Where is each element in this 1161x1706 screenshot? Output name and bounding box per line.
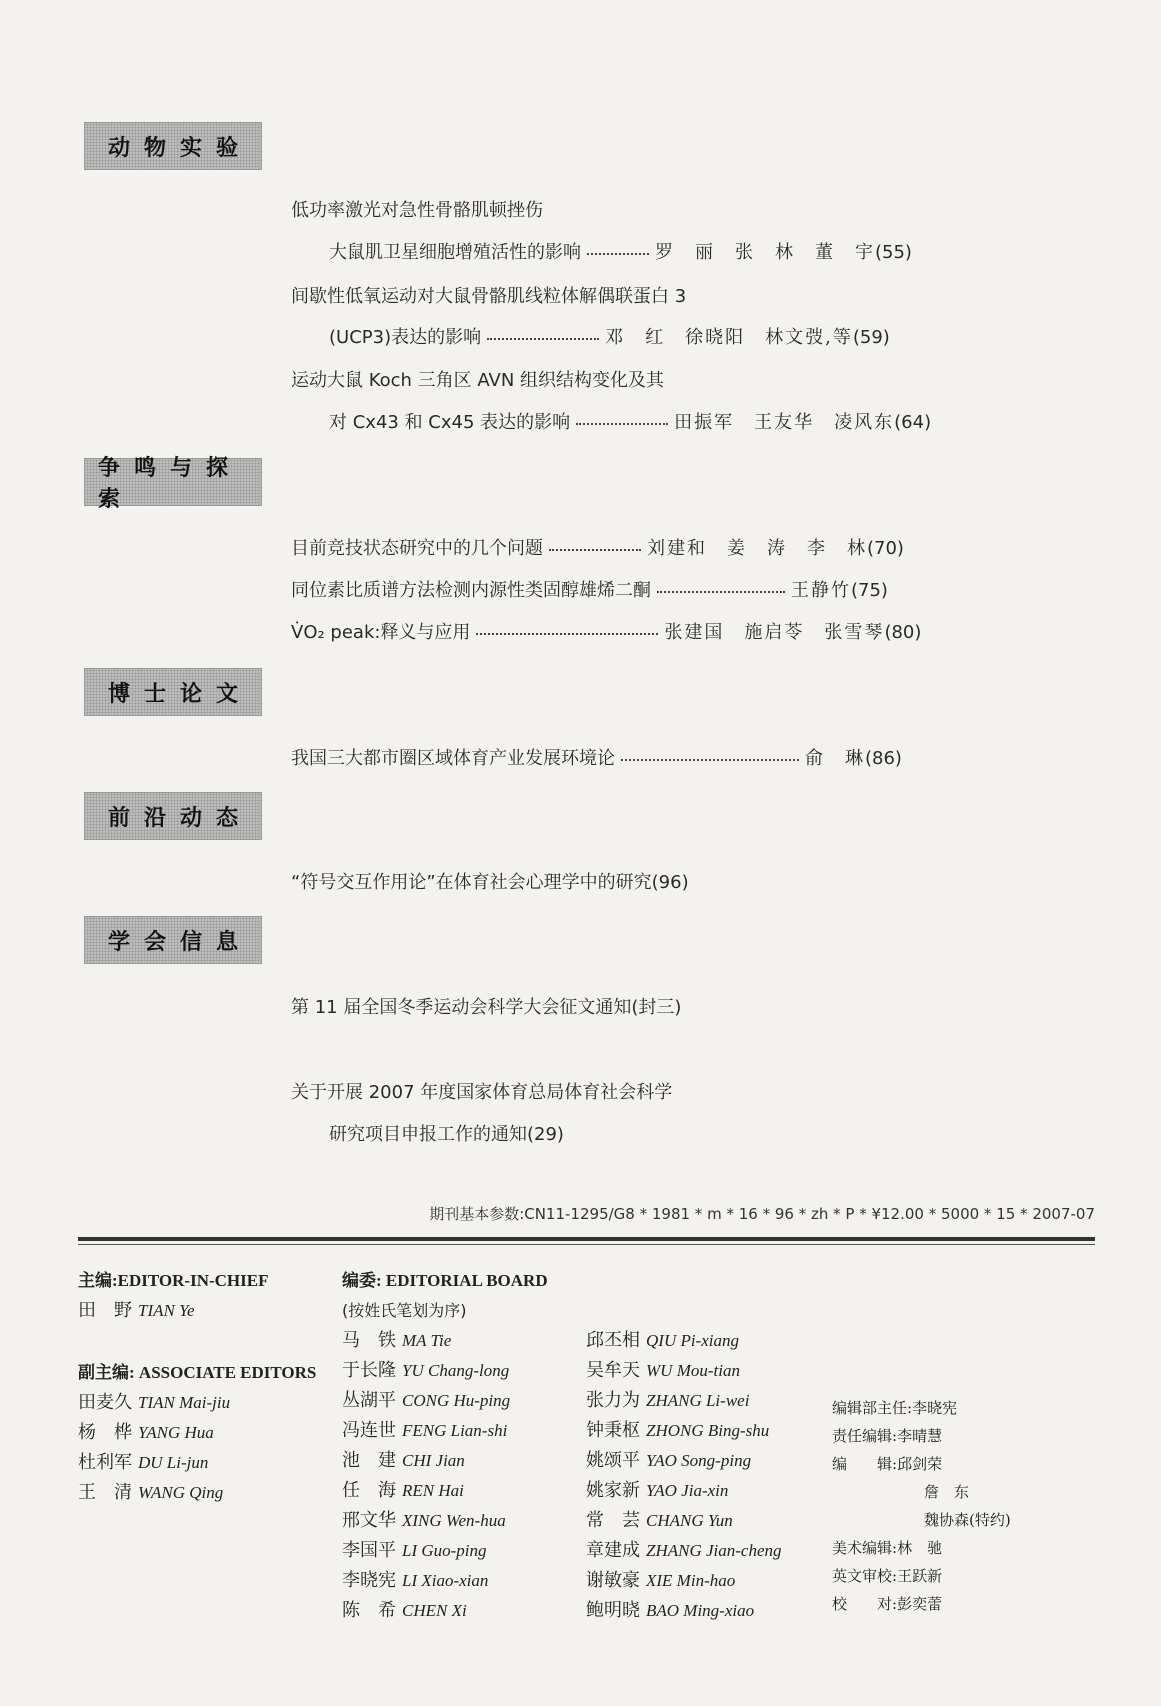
toc-entry-authors: 刘建和 姜 涛 李 林 (647, 538, 867, 559)
board-member: 鲍明晓 BAO Ming-xiao (586, 1600, 755, 1621)
board-member: 常 芸 CHANG Yun (586, 1510, 733, 1531)
staff-item: 编辑部主任:李晓宪 (832, 1399, 958, 1417)
toc-entry-line[interactable]: “符号交互作用论”在体育社会心理学中的研究(96) (291, 872, 689, 893)
board-member: 邢文华 XING Wen-hua (342, 1510, 506, 1531)
divider (78, 1244, 1095, 1245)
toc-entry-page: (59) (852, 327, 890, 348)
assoc-editor: 杜利军 DU Li-jun (78, 1452, 209, 1473)
board-column-1 (342, 1266, 548, 1626)
toc-entry-title[interactable]: 间歇性低氧运动对大鼠骨骼肌线粒体解偶联蛋白 3 (291, 286, 687, 307)
board-note: (按姓氏笔划为序) (342, 1301, 467, 1320)
assoc-editor: 杨 桦 YANG Hua (78, 1422, 214, 1443)
staff-item: 编 辑:邱剑荣 (832, 1455, 943, 1473)
toc-entry-authors: 罗 丽 张 林 董 宇 (655, 242, 875, 263)
staff-item: 魏协森(特约) (924, 1511, 1011, 1529)
board-column-2 (586, 1326, 782, 1626)
toc-entry-authors: 王静竹 (791, 580, 851, 601)
toc-entry-title[interactable]: 关于开展 2007 年度国家体育总局体育社会科学 (291, 1082, 673, 1103)
board-member: 钟秉枢 ZHONG Bing-shu (586, 1420, 770, 1441)
toc-entry-authors: 俞 琳 (805, 748, 865, 769)
board-member: 丛湖平 CONG Hu-ping (342, 1390, 511, 1411)
toc-entry-page: (70) (867, 538, 904, 559)
board-member: 李晓宪 LI Xiao-xian (342, 1570, 489, 1591)
board-member: 马 铁 MA Tie (342, 1330, 452, 1351)
board-member: 池 建 CHI Jian (342, 1450, 465, 1471)
section-header-society-info: 学会信息 (84, 916, 262, 964)
board-member: 邱丕相 QIU Pi-xiang (586, 1330, 740, 1351)
toc-entry-page: (64) (894, 412, 932, 433)
toc-entry-authors: 邓 红 徐晓阳 林文弢,等 (605, 327, 853, 348)
divider (78, 1237, 1095, 1241)
section-header-debate: 争鸣与探索 (84, 458, 262, 506)
assoc-editor: 王 清 WANG Qing (78, 1482, 224, 1503)
editors-column (78, 1266, 316, 1508)
toc-entry-title[interactable]: 运动大鼠 Koch 三角区 AVN 组织结构变化及其 (291, 370, 665, 391)
toc-entry-title[interactable]: 低功率激光对急性骨骼肌顿挫伤 (291, 200, 543, 221)
board-member: 陈 希 CHEN Xi (342, 1600, 467, 1621)
journal-parameters: 期刊基本参数:CN11-1295/G8 * 1981 * m * 16 * 96 * zh * P * ¥12.00 * 5000 * 15 * 2007-07 (429, 1205, 1095, 1223)
assoc-heading: 副主编: ASSOCIATE EDITORS (78, 1363, 317, 1382)
board-member: 谢敏豪 XIE Min-hao (586, 1570, 736, 1591)
section-header-doctoral-thesis: 博士论文 (84, 668, 262, 716)
board-member: 于长隆 YU Chang-long (342, 1360, 510, 1381)
staff-item: 詹 东 (924, 1483, 970, 1501)
toc-entry-page: (55) (875, 242, 912, 263)
staff-item: 责任编辑:李晴慧 (832, 1427, 943, 1445)
toc-entry-authors: 田振军 王友华 凌风东 (674, 412, 895, 433)
board-member: 吴牟天 WU Mou-tian (586, 1360, 740, 1381)
board-member: 姚家新 YAO Jia-xin (586, 1480, 729, 1501)
section-header-frontier: 前沿动态 (84, 792, 262, 840)
staff-item: 校 对:彭奕蕾 (832, 1595, 943, 1613)
assoc-editor: 田麦久 TIAN Mai-jiu (78, 1392, 231, 1413)
board-member: 任 海 REN Hai (342, 1480, 464, 1501)
toc-entry-line[interactable]: 对 Cx43 和 Cx45 表达的影响 田振军 王友华 凌风东(64) (329, 412, 932, 433)
toc-entry-line[interactable]: 第 11 届全国冬季运动会科学大会征文通知(封三) (291, 997, 682, 1018)
toc-entry-line[interactable]: V̇O₂ peak:释义与应用 张建国 施启苓 张雪琴(80) (291, 622, 922, 643)
toc-entry-line[interactable]: 我国三大都市圈区域体育产业发展环境论 俞 琳(86) (291, 748, 902, 769)
board-member: 张力为 ZHANG Li-wei (586, 1390, 750, 1411)
board-member: 李国平 LI Guo-ping (342, 1540, 487, 1561)
section-header-animal-experiment: 动物实验 (84, 122, 262, 170)
toc-entry-line[interactable]: 同位素比质谱方法检测内源性类固醇雄烯二酮 王静竹(75) (291, 580, 888, 601)
toc-entry-line[interactable]: (UCP3)表达的影响 邓 红 徐晓阳 林文弢,等(59) (329, 327, 890, 348)
toc-entry-page: (80) (884, 622, 922, 643)
toc-entry-page: (75) (851, 580, 888, 601)
toc-entry-line[interactable]: 研究项目申报工作的通知(29) (329, 1124, 564, 1145)
board-member: 章建成 ZHANG Jian-cheng (586, 1540, 782, 1561)
chief-editor: 田 野 TIAN Ye (78, 1300, 195, 1321)
toc-entry-authors: 张建国 施启苓 张雪琴 (664, 622, 885, 643)
chief-heading: 主编:EDITOR-IN-CHIEF (78, 1271, 269, 1290)
toc-entry-line[interactable]: 大鼠肌卫星细胞增殖活性的影响 罗 丽 张 林 董 宇(55) (329, 242, 912, 263)
board-heading: 编委: EDITORIAL BOARD (342, 1271, 548, 1290)
board-member: 冯连世 FENG Lian-shi (342, 1420, 508, 1441)
board-member: 姚颂平 YAO Song-ping (586, 1450, 752, 1471)
staff-list (832, 1394, 1011, 1618)
staff-item: 美术编辑:林 驰 (832, 1539, 943, 1557)
toc-entry-line[interactable]: 目前竞技状态研究中的几个问题 刘建和 姜 涛 李 林(70) (291, 538, 904, 559)
staff-item: 英文审校:王跃新 (832, 1567, 943, 1585)
toc-entry-page: (86) (865, 748, 902, 769)
